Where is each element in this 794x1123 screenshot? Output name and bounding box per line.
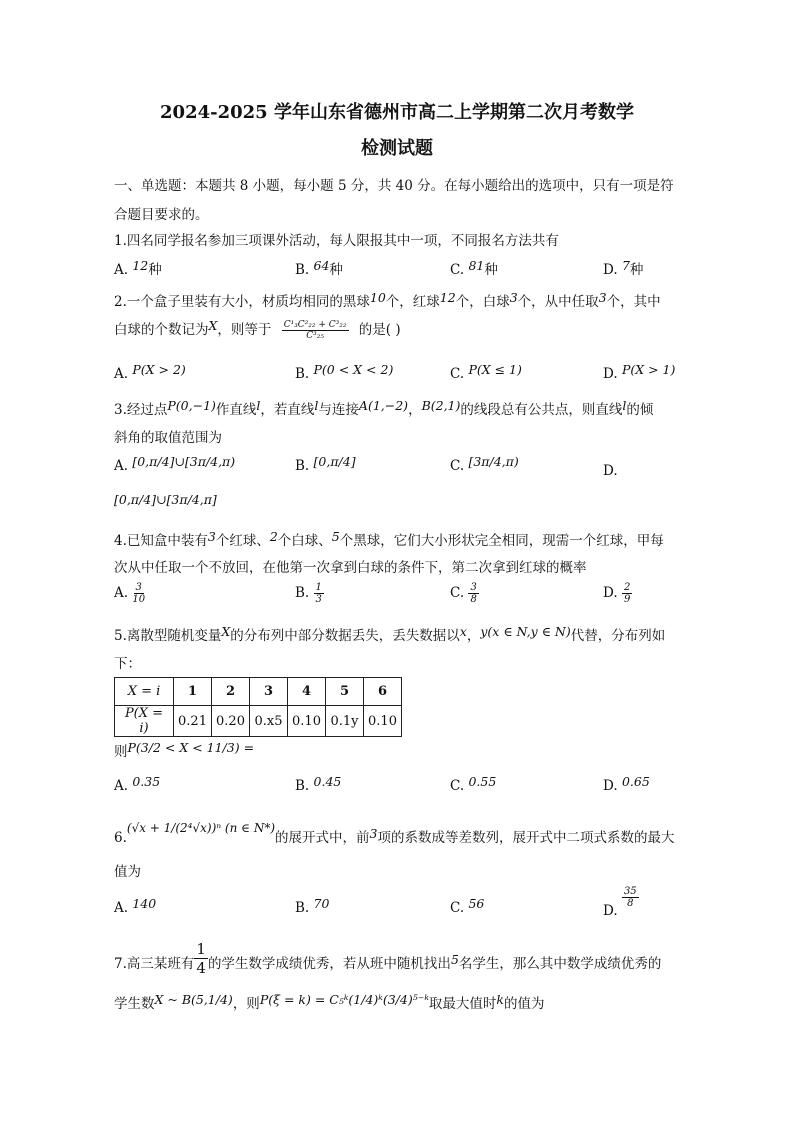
q4-option-d[interactable]: D. $\frac{2}{9}$ (603, 582, 631, 605)
q6-option-a[interactable]: A. 140 (114, 896, 157, 916)
q2-combination-fraction: $\frac{\text{C¹₃C²₂₂ + C³₂₂}}{\text{C³₂₅}}$ (283, 320, 347, 341)
q7-fraction: $\frac{1}{4}$ (196, 940, 206, 977)
q2-option-b[interactable]: B. P(0 < X < 2) (295, 362, 394, 382)
q3-option-d[interactable]: [0,π/4]∪[3π/4,π] (114, 492, 217, 507)
section-instructions: 一、单选题：本题共 8 小题，每小题 5 分，共 40 分。在每小题给出的选项中，只有一项是符 (114, 178, 674, 194)
table-cell: 4 (288, 678, 326, 706)
q6-option-c[interactable]: C. 56 (450, 896, 485, 916)
table-cell: 6 (364, 678, 402, 706)
q6-option-b[interactable]: B. 70 (295, 896, 330, 916)
table-cell: P(X = i) (115, 706, 174, 737)
table-cell: 0.1y (326, 706, 364, 737)
exam-title: 2024-2025 学年山东省德州市高二上学期第二次月考数学 (160, 102, 634, 123)
q4-stem-line2: 次从中任取一个不放回，在他第一次拿到白球的条件下，第二次拿到红球的概率 (114, 560, 587, 576)
q3-option-d-letter[interactable]: D. (603, 463, 618, 479)
table-cell: 3 (250, 678, 288, 706)
q2-option-a[interactable]: A. P(X > 2) (114, 362, 186, 382)
q5-question: 则P(3/2 < X < 11/3) = (114, 740, 255, 760)
q2-stem-line2: 白球的个数记为X，则等于 $\frac{\text{C¹₃C²₂₂ + C³₂₂}}{\text{C³₂₅}}$ 的是( ) (114, 318, 401, 341)
q1-option-d[interactable]: D. 7种 (603, 258, 644, 278)
table-cell: 1 (174, 678, 212, 706)
table-cell: 0.21 (174, 706, 212, 737)
q3-option-b[interactable]: B. [0,π/4] (295, 454, 356, 474)
distribution-table (114, 677, 402, 737)
q3-stem-line1: 3.经过点P(0,−1)作直线l，若直线l与连接A(1,−2)，B(2,1)的线段总有公共点，则直线l的倾 (114, 398, 654, 418)
table-cell: 0.10 (288, 706, 326, 737)
exam-subtitle: 检测试题 (361, 138, 433, 159)
table-cell: 0.10 (364, 706, 402, 737)
table-header-row (115, 678, 402, 706)
q7-stem-line1: 7.高三某班有 $\frac{1}{4}$ 的学生数学成绩优秀，若从班中随机找出5名学生，那么其中数学成绩优秀的 (114, 940, 662, 977)
q7-stem-line2: 学生数X ~ B(5,1/4)，则P(ξ = k) = C₅ᵏ(1/4)ᵏ(3/4)⁵⁻ᵏ取最大值时k的值为 (114, 992, 545, 1012)
q5-stem-line2: 下： (114, 656, 141, 672)
q1-stem: 1.四名同学报名参加三项课外活动，每人限报其中一项，不同报名方法共有 (114, 233, 559, 249)
q4-option-a[interactable]: A. $\frac{3}{10}$ (114, 582, 146, 605)
q1-option-b[interactable]: B. 64种 (295, 258, 343, 278)
q5-option-d[interactable]: D. 0.65 (603, 774, 650, 794)
table-cell: 5 (326, 678, 364, 706)
q5-option-b[interactable]: B. 0.45 (295, 774, 342, 794)
q2-option-c[interactable]: C. P(X ≤ 1) (450, 362, 522, 382)
q3-stem-line2: 斜角的取值范围为 (114, 430, 222, 446)
table-row (115, 706, 402, 737)
q4-option-c[interactable]: C. $\frac{3}{8}$ (450, 582, 477, 605)
table-cell: 0.20 (212, 706, 250, 737)
q6-stem-line1: 6.(√x + 1/(2⁴√x))ⁿ (n ∈ N*)的展开式中，前3项的系数成等差数列，展开式中二项式系数的最大 (114, 821, 675, 846)
q4-option-b[interactable]: B. $\frac{1}{3}$ (295, 582, 322, 605)
q5-option-a[interactable]: A. 0.35 (114, 774, 161, 794)
table-cell: 0.x5 (250, 706, 288, 737)
q6-option-d[interactable]: D. $\frac{35}{8}$ (603, 886, 637, 919)
q3-option-a[interactable]: A. [0,π/4]∪[3π/4,π) (114, 454, 236, 474)
q2-option-d[interactable]: D. P(X > 1) (603, 362, 676, 382)
q6-stem-line2: 值为 (114, 864, 141, 880)
q5-stem-line1: 5.离散型随机变量X的分布列中部分数据丢失，丢失数据以x，y(x ∈ N,y ∈ N)代替，分布列如 (114, 624, 666, 644)
q4-stem-line1: 4.已知盒中装有3个红球、2个白球、5个黑球，它们大小形状完全相同，现需一个红球，甲每 (114, 529, 664, 549)
q1-option-c[interactable]: C. 81种 (450, 258, 498, 278)
table-cell: 2 (212, 678, 250, 706)
q2-stem-line1: 2.一个盒子里装有大小，材质均相同的黑球10个，红球12个，白球3个，从中任取3个，其中 (114, 290, 661, 310)
q1-option-a[interactable]: A. 12种 (114, 258, 162, 278)
q3-option-c[interactable]: C. [3π/4,π) (450, 454, 519, 474)
table-cell: X = i (115, 678, 174, 706)
q6-binomial-expression: (√x + 1/(2⁴√x))ⁿ (n ∈ N*) (126, 821, 276, 835)
q5-option-c[interactable]: C. 0.55 (450, 774, 497, 794)
section-instructions-cont: 合题目要求的。 (114, 207, 209, 223)
